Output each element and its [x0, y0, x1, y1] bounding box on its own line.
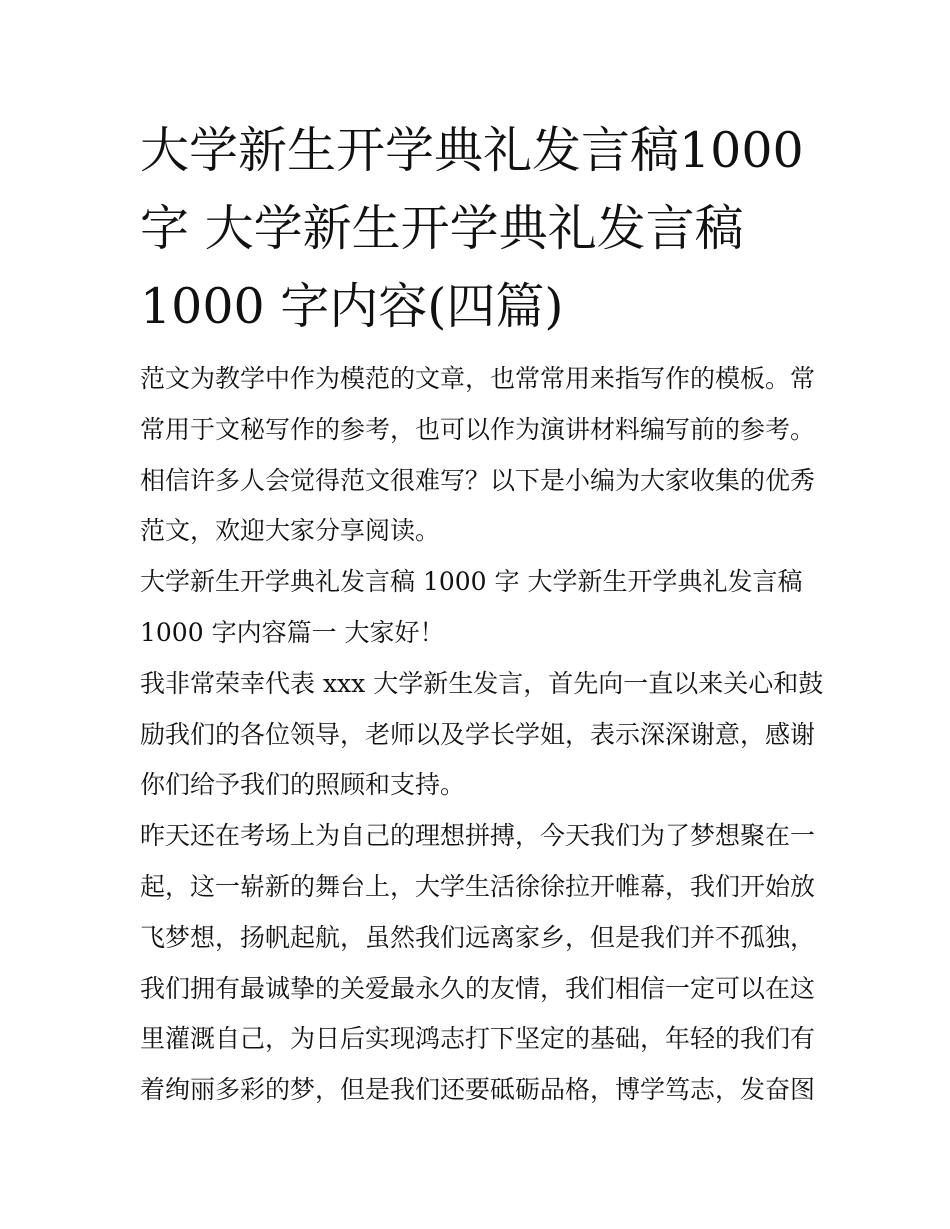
body-line: 你们给予我们的照顾和支持。 [140, 770, 466, 800]
body-line: 常用于文秘写作的参考，也可以作为演讲材料编写前的参考。 [140, 414, 816, 444]
document-body [140, 354, 824, 1116]
title-line-1: 大学新生开学典礼发言稿1000 [140, 122, 804, 179]
body-line: 励我们的各位领导，老师以及学长学姐，表示深深谢意，感谢 [140, 719, 816, 749]
body-line: 1000 字内容篇一 大家好！ [140, 617, 445, 647]
body-line: 我非常荣幸代表 xxx 大学新生发言，首先向一直以来关心和鼓 [140, 668, 824, 698]
body-line: 里灌溉自己，为日后实现鸿志打下坚定的基础，年轻的我们有 [140, 1024, 816, 1054]
body-line: 着绚丽多彩的梦，但是我们还要砥砺品格，博学笃志，发奋图 [140, 1075, 816, 1105]
body-line: 昨天还在考场上为自己的理想拼搏，今天我们为了梦想聚在一 [140, 821, 816, 851]
body-line: 范文，欢迎大家分享阅读。 [140, 516, 441, 546]
body-line: 相信许多人会觉得范文很难写？以下是小编为大家收集的优秀 [140, 465, 816, 495]
body-line: 起，这一崭新的舞台上，大学生活徐徐拉开帷幕，我们开始放 [140, 871, 816, 901]
body-line: 范文为教学中作为模范的文章，也常常用来指写作的模板。常 [140, 364, 816, 393]
document-title [140, 112, 820, 346]
body-line: 大学新生开学典礼发言稿 1000 字 大学新生开学典礼发言稿 [140, 567, 803, 597]
body-line: 飞梦想，扬帆起航，虽然我们远离家乡，但是我们并不孤独， [140, 922, 816, 952]
body-line: 我们拥有最诚挚的关爱最永久的友情，我们相信一定可以在这 [140, 973, 816, 1003]
title-line-3: 1000 字内容(四篇) [140, 278, 564, 335]
title-line-2: 字 大学新生开学典礼发言稿 [140, 200, 744, 257]
